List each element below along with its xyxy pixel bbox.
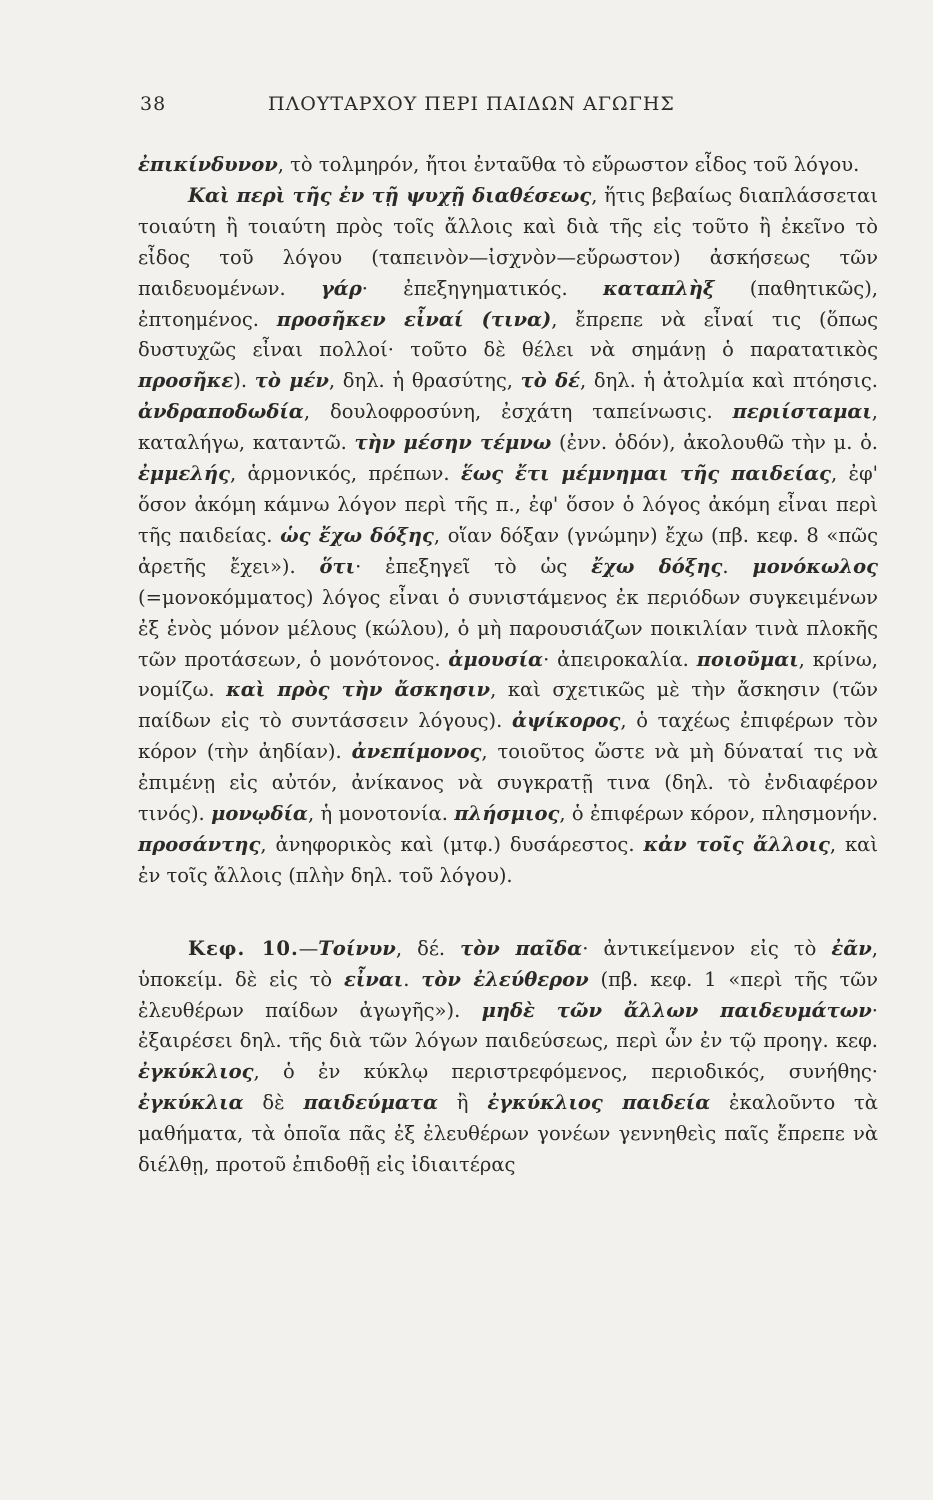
gloss-text: (ἐνν. ὁδόν), ἀκολουθῶ τὴν μ. ὁ. xyxy=(551,431,879,455)
lemma-term: κἀν τοῖς ἄλλοις xyxy=(643,832,830,856)
gloss-text: , κρίνω, νομίζω. xyxy=(138,647,879,702)
gloss-text: , ὁ ἐν κύκλῳ περιστρεφόμενος, περιοδικός, συνήθης· xyxy=(253,1060,878,1084)
gloss-text: , ἥτις βεβαίως διαπλάσσεται τοιαύτη ἢ τοιαύτη πρὸς τοῖς ἄλλοις καὶ διὰ τῆς εἰς τοῦτο ἢ ἐκεῖνο τὸ εἶδος τοῦ λόγου (ταπεινὸν—ἰσχνὸν—εὔρωστον) ἀσκήσεως τῶν παιδευομένων. xyxy=(138,183,878,300)
lemma-term: μηδὲ τῶν ἄλλων παιδευμάτων xyxy=(481,998,872,1022)
lemma-term: ἐμμελής xyxy=(138,462,230,486)
lemma-term: καταπλὴξ xyxy=(603,276,715,300)
lemma-term: τὸ δέ xyxy=(520,369,580,393)
gloss-text: , τοιοῦτος ὥστε νὰ μὴ δύναταί τις νὰ ἐπιμένῃ εἰς αὐτόν, ἀνίκανος νὰ συγκρατῇ τινα (δηλ. τὸ ἐνδιαφέρον τινός). xyxy=(138,740,878,826)
commentary-text xyxy=(138,150,878,1181)
gloss-text: · ἐπεξηγηματικός. xyxy=(361,276,604,300)
gloss-text: δὲ xyxy=(243,1091,304,1115)
lemma-term: εἶναι xyxy=(343,967,404,991)
lemma-term: τὸ μέν xyxy=(254,369,329,393)
gloss-text: , δουλοφροσύνη, ἐσχάτη ταπείνωσις. xyxy=(303,400,733,424)
chapter-heading: Κεφ. 10. xyxy=(188,936,299,960)
lemma-term: πλήσμιος xyxy=(454,802,560,826)
gloss-text: . xyxy=(722,554,753,578)
lemma-term: ὡς ἔχω δόξης xyxy=(280,523,434,547)
gloss-text: , δέ. xyxy=(395,936,461,960)
lemma-term: ἀνδραποδωδία xyxy=(138,400,304,424)
gloss-text: , δηλ. ἡ θρασύτης, xyxy=(328,369,521,393)
gloss-text: , ἀνηφορικὸς καὶ (μτφ.) δυσάρεστος. xyxy=(260,832,644,856)
lemma-term: ποιοῦμαι xyxy=(696,647,799,671)
gloss-text: , ὑποκείμ. δὲ εἰς τὸ xyxy=(138,936,878,991)
lemma-term: Τοίνυν xyxy=(318,936,396,960)
lemma-term: ἔχω δόξης xyxy=(591,554,723,578)
lemma-term: Καὶ περὶ τῆς ἐν τῇ ψυχῇ διαθέσεως xyxy=(188,183,592,207)
lemma-term: ἐγκύκλια xyxy=(138,1091,244,1115)
gloss-text: , καταλήγω, καταντῶ. xyxy=(138,400,878,455)
gloss-text: ). xyxy=(233,369,255,393)
gloss-text: , ἡ μονοτονία. xyxy=(307,802,455,826)
gloss-text: . xyxy=(403,967,422,991)
lemma-term: ὅτι xyxy=(319,554,356,578)
gloss-text: (=μονοκόμματος) λόγος εἶναι ὁ συνιστάμενος ἐκ περιόδων συγκειμένων ἐξ ἑνὸς μόνον μέλους (κώλου), ὁ μὴ παρουσιάζων ποικιλίαν τινὰ πλοκῆς τῶν προτάσεων, ὁ μονότονος. xyxy=(138,585,878,671)
lemma-term: ἕως ἔτι μέμνημαι τῆς παιδείας xyxy=(460,462,832,486)
gloss-text: · ἐξαιρέσει δηλ. τῆς διὰ τῶν λόγων παιδεύσεως, περὶ ὧν ἐν τῷ προηγ. κεφ. xyxy=(138,998,878,1053)
running-title: ΠΛΟΥΤΑΡΧΟΥ ΠΕΡΙ ΠΑΙΔΩΝ ΑΓΩΓΗΣ xyxy=(268,93,675,115)
lemma-term: ἐπικίνδυνον xyxy=(138,153,278,176)
gloss-text: , ὁ ἐπιφέρων κόρον, πλησμονήν. xyxy=(559,802,878,826)
lemma-term: προσῆκεν εἶναί (τινα) xyxy=(276,307,552,331)
lemma-term: μονόκωλος xyxy=(752,554,878,578)
gloss-text: , ἔπρεπε νὰ εἶναί τις (ὅπως δυστυχῶς εἶναι πολλοί· τοῦτο δὲ θέλει νὰ σημάνῃ ὁ παρατατικὸς xyxy=(138,307,879,362)
paragraph-chapter-10 xyxy=(138,934,878,1181)
gloss-text: , ὁ ταχέως ἐπιφέρων τὸν κόρον (τὴν ἀηδίαν). xyxy=(138,709,878,764)
gloss-text: (πβ. κεφ. 1 «περὶ τῆς τῶν ἐλευθέρων παίδων ἀγωγῆς»). xyxy=(138,967,878,1022)
gloss-text: — xyxy=(298,936,319,960)
paragraph-1 xyxy=(138,150,878,181)
lemma-term: τὸν παῖδα xyxy=(460,936,583,960)
gloss-text: , καὶ σχετικῶς μὲ τὴν ἄσκησιν (τῶν παίδων εἰς τὸ συντάσσειν λόγους). xyxy=(138,678,878,733)
gloss-text: , δηλ. ἡ ἀτολμία καὶ πτόησις. xyxy=(579,369,878,393)
lemma-term: τὴν μέσην τέμνω xyxy=(354,431,552,455)
lemma-term: γάρ xyxy=(320,276,362,300)
lemma-term: τὸν ἐλεύθερον xyxy=(421,967,589,991)
page-number: 38 xyxy=(140,93,167,115)
gloss-text: ἐκαλοῦντο τὰ μαθήματα, τὰ ὁποῖα πᾶς ἐξ ἐλευθέρων γονέων γεννηθεὶς παῖς ἔπρεπε νὰ διέλθῃ, προτοῦ ἐπιδοθῇ εἰς ἰδιαιτέρας xyxy=(138,1091,878,1177)
lemma-term: περιίσταμαι xyxy=(732,400,872,424)
lemma-term: ἐγκύκλιος παιδεία xyxy=(487,1091,711,1115)
gloss-text: · ἀντικείμενον εἰς τὸ xyxy=(582,936,832,960)
gloss-text: , οἵαν δόξαν (γνώμην) ἔχω (πβ. κεφ. 8 «πῶς ἀρετῆς ἔχει»). xyxy=(138,523,878,578)
gloss-text: · ἐπεξηγεῖ τὸ ὡς xyxy=(355,554,592,578)
gloss-text: , καὶ ἐν τοῖς ἄλλοις (πλὴν δηλ. τοῦ λόγου). xyxy=(138,832,878,887)
lemma-term: ἐᾶν xyxy=(831,936,872,960)
lemma-term: προσάντης xyxy=(138,832,261,856)
paragraph-2 xyxy=(138,181,878,892)
gloss-text: · ἀπειροκαλία. xyxy=(543,647,697,671)
lemma-term: ἀμουσία xyxy=(448,647,544,671)
lemma-term: μονῳδία xyxy=(211,802,308,826)
lemma-term: παιδεύματα xyxy=(303,1091,438,1115)
gloss-text: , ἁρμονικός, πρέπων. xyxy=(229,462,461,486)
gloss-text: , ἐφ' ὅσον ἀκόμη κάμνω λόγον περὶ τῆς π., ἐφ' ὅσον ὁ λόγος ἀκόμη εἶναι περὶ τῆς παιδείας. xyxy=(138,462,878,547)
lemma-term: προσῆκε xyxy=(138,369,234,393)
gloss-text: , τὸ τολμηρόν, ἤτοι ἐνταῦθα τὸ εὔρωστον εἶδος τοῦ λόγου. xyxy=(277,153,860,176)
lemma-term: ἀψίκορος xyxy=(512,709,621,733)
lemma-term: ἐγκύκλιος xyxy=(138,1060,254,1084)
lemma-term: καὶ πρὸς τὴν ἄσκησιν xyxy=(226,678,491,702)
gloss-text: ἢ xyxy=(437,1091,488,1115)
lemma-term: ἀνεπίμονος xyxy=(351,740,482,764)
gloss-text: (παθητικῶς), ἐπτοημένος. xyxy=(138,276,878,331)
paragraph-gap xyxy=(138,892,878,934)
